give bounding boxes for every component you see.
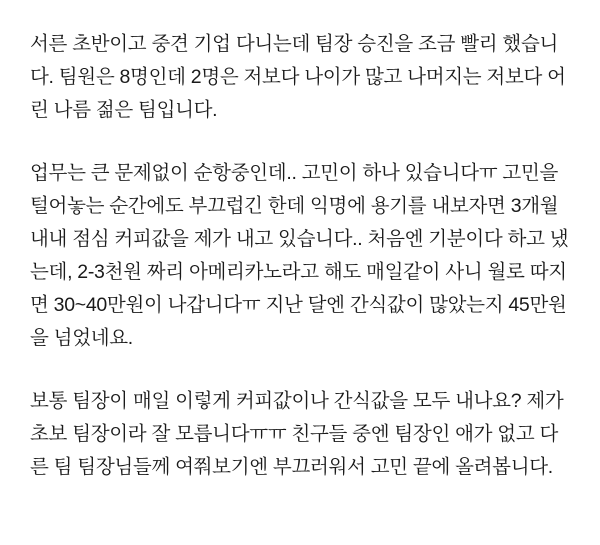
post-paragraph: 보통 팀장이 매일 이렇게 커피값이나 간식값을 모두 내나요? 제가 초보 팀장이라 잘 모릅니다ㅠㅠ 친구들 중엔 팀장인 애가 없고 다른 팀 팀장님들께 여쭤보기엔 부끄러워서 고민 끝에 올려봅니다. [30, 390, 569, 478]
post-paragraph: 업무는 큰 문제없이 순항중인데.. 고민이 하나 있습니다ㅠ 고민을 털어놓는 순간에도 부끄럽긴 한데 익명에 용기를 내보자면 3개월 내내 점심 커피값을 제가 내고 있습니다.. 처음엔 기분이다 하고 냈는데, 2-3천원 짜리 아메리카노라고 해도 매일같이 사니 월로 따지면 30~40만원이 나갑니다ㅠ 지난 달엔 간식값이 많았는지 45만원을 넘었네요. [30, 162, 569, 349]
post-paragraph: 서른 초반이고 중견 기업 다니는데 팀장 승진을 조금 빨리 했습니다. 팀원은 8명인데 2명은 저보다 나이가 많고 나머지는 저보다 어린 나름 젊은 팀입니다. [30, 33, 566, 121]
